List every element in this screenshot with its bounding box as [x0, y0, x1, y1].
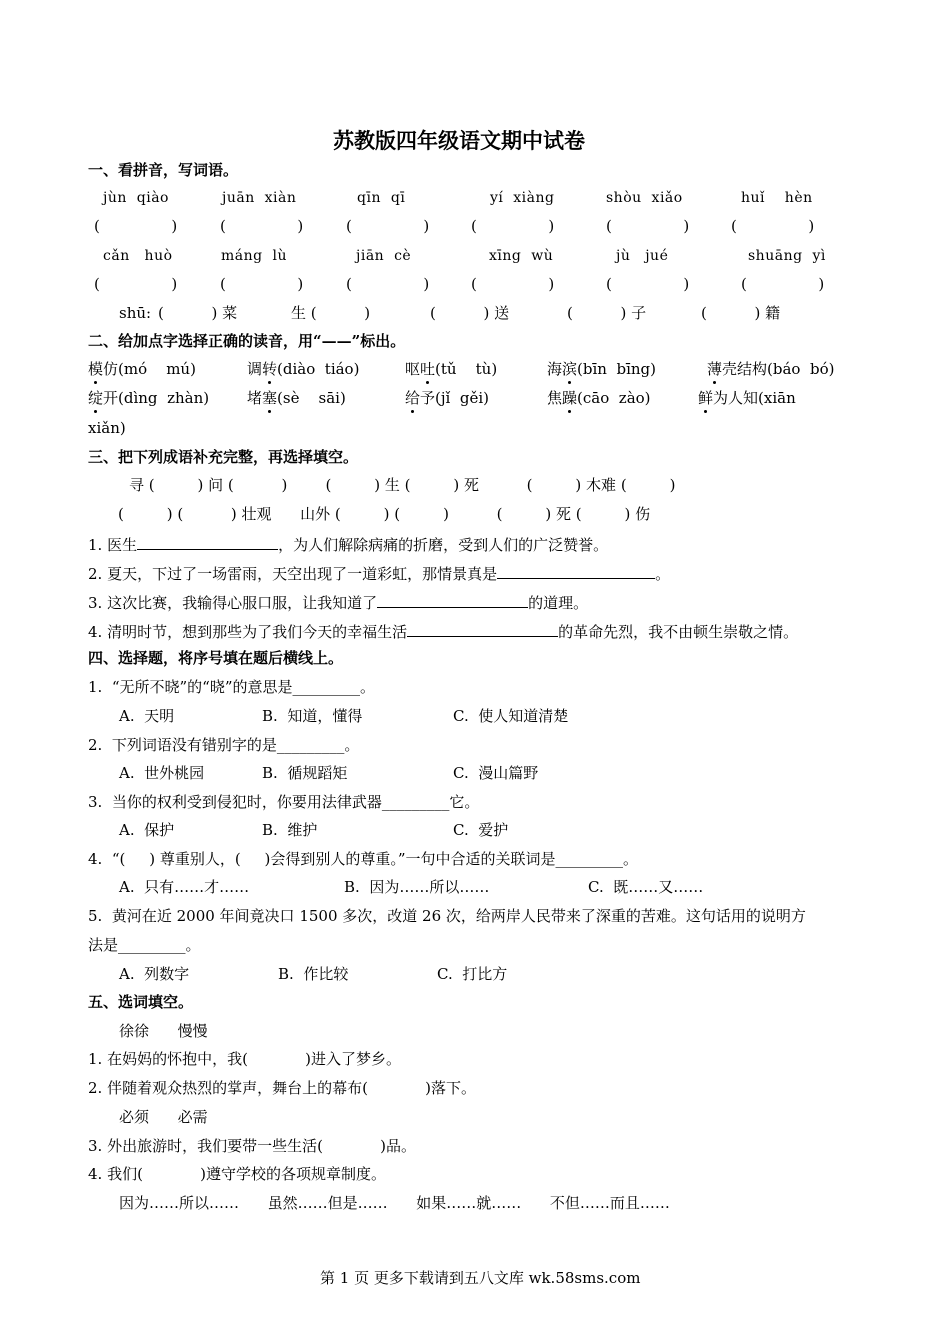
choice-q1: 1. “无所不晓”的“晓”的意思是_________。: [88, 678, 376, 696]
word-fill-3[interactable]: 3. 外出旅游时，我们要带一些生活( )品。: [88, 1137, 417, 1155]
answer-blank[interactable]: [407, 620, 558, 637]
word-fill-4[interactable]: 4. 我们( )遵守学校的各项规章制度。: [88, 1165, 387, 1183]
section-4-heading: 四、选择题，将序号填在题后横线上。: [88, 649, 344, 667]
idiom-row-1[interactable]: 寻 ( ) 问 ( ) ( ) 生 ( ) 死 ( ) 木难 ( ): [129, 476, 676, 494]
fill-q3: 3. 这次比赛，我输得心服口服，让我知道了 的道理。: [88, 591, 588, 613]
fill-q2: 2. 夏天，下过了一场雷雨，天空出现了一道彩虹，那情景真是 。: [88, 562, 670, 584]
section-2-heading: 二、给加点字选择正确的读音，用“——”标出。: [88, 332, 406, 350]
fill-q4: 4. 清明时节，想到那些为了我们今天的幸福生活 的革命先烈，我不由顿生崇敬之情。: [88, 620, 798, 642]
word-fill-1[interactable]: 1. 在妈妈的怀抱中，我( )进入了梦乡。: [88, 1050, 402, 1068]
answer-blank[interactable]: [137, 533, 278, 550]
word-choices-3: 因为……所以…… 虽然……但是…… 如果……就…… 不但……而且……: [119, 1194, 670, 1212]
answer-blank[interactable]: [377, 591, 528, 608]
choice-q5-line1: 5. 黄河在近 2000 年间竟决口 1500 多次，改道 26 次，给两岸人民带来了深重的苦难。这句话用的说明方: [88, 907, 806, 925]
section-3-heading: 三、把下列成语补充完整，再选择填空。: [88, 448, 359, 466]
word-choices-1: 徐徐 慢慢: [119, 1022, 208, 1040]
choice-q4: 4. “( ) 尊重别人，( )会得到别人的尊重。”一句中合适的关联词是_________。: [88, 850, 639, 868]
choice-q5-line2: 法是_________。: [88, 936, 201, 954]
page-footer: 第 1 页 更多下载请到五八文库 wk.58sms.com: [320, 1269, 641, 1287]
choice-q3: 3. 当你的权利受到侵犯时，你要用法律武器_________它。: [88, 793, 480, 811]
page-title: 苏教版四年级语文期中试卷: [333, 128, 585, 153]
word-fill-2[interactable]: 2. 伴随着观众热烈的掌声，舞台上的幕布( )落下。: [88, 1079, 477, 1097]
reading-wrap: xiǎn): [88, 419, 126, 437]
section-1-heading: 一、看拼音，写词语。: [88, 161, 239, 179]
idiom-row-2[interactable]: ( ) ( ) 壮观 山外 ( ) ( ) ( ) 死 ( ) 伤: [118, 505, 651, 523]
choice-q2: 2. 下列词语没有错别字的是_________。: [88, 736, 360, 754]
fill-q1: 1. 医生 ，为人们解除病痛的折磨，受到人们的广泛赞誉。: [88, 533, 608, 555]
word-choices-2: 必须 必需: [119, 1108, 208, 1126]
answer-blank[interactable]: [497, 562, 655, 579]
section-5-heading: 五、选词填空。: [88, 993, 194, 1011]
